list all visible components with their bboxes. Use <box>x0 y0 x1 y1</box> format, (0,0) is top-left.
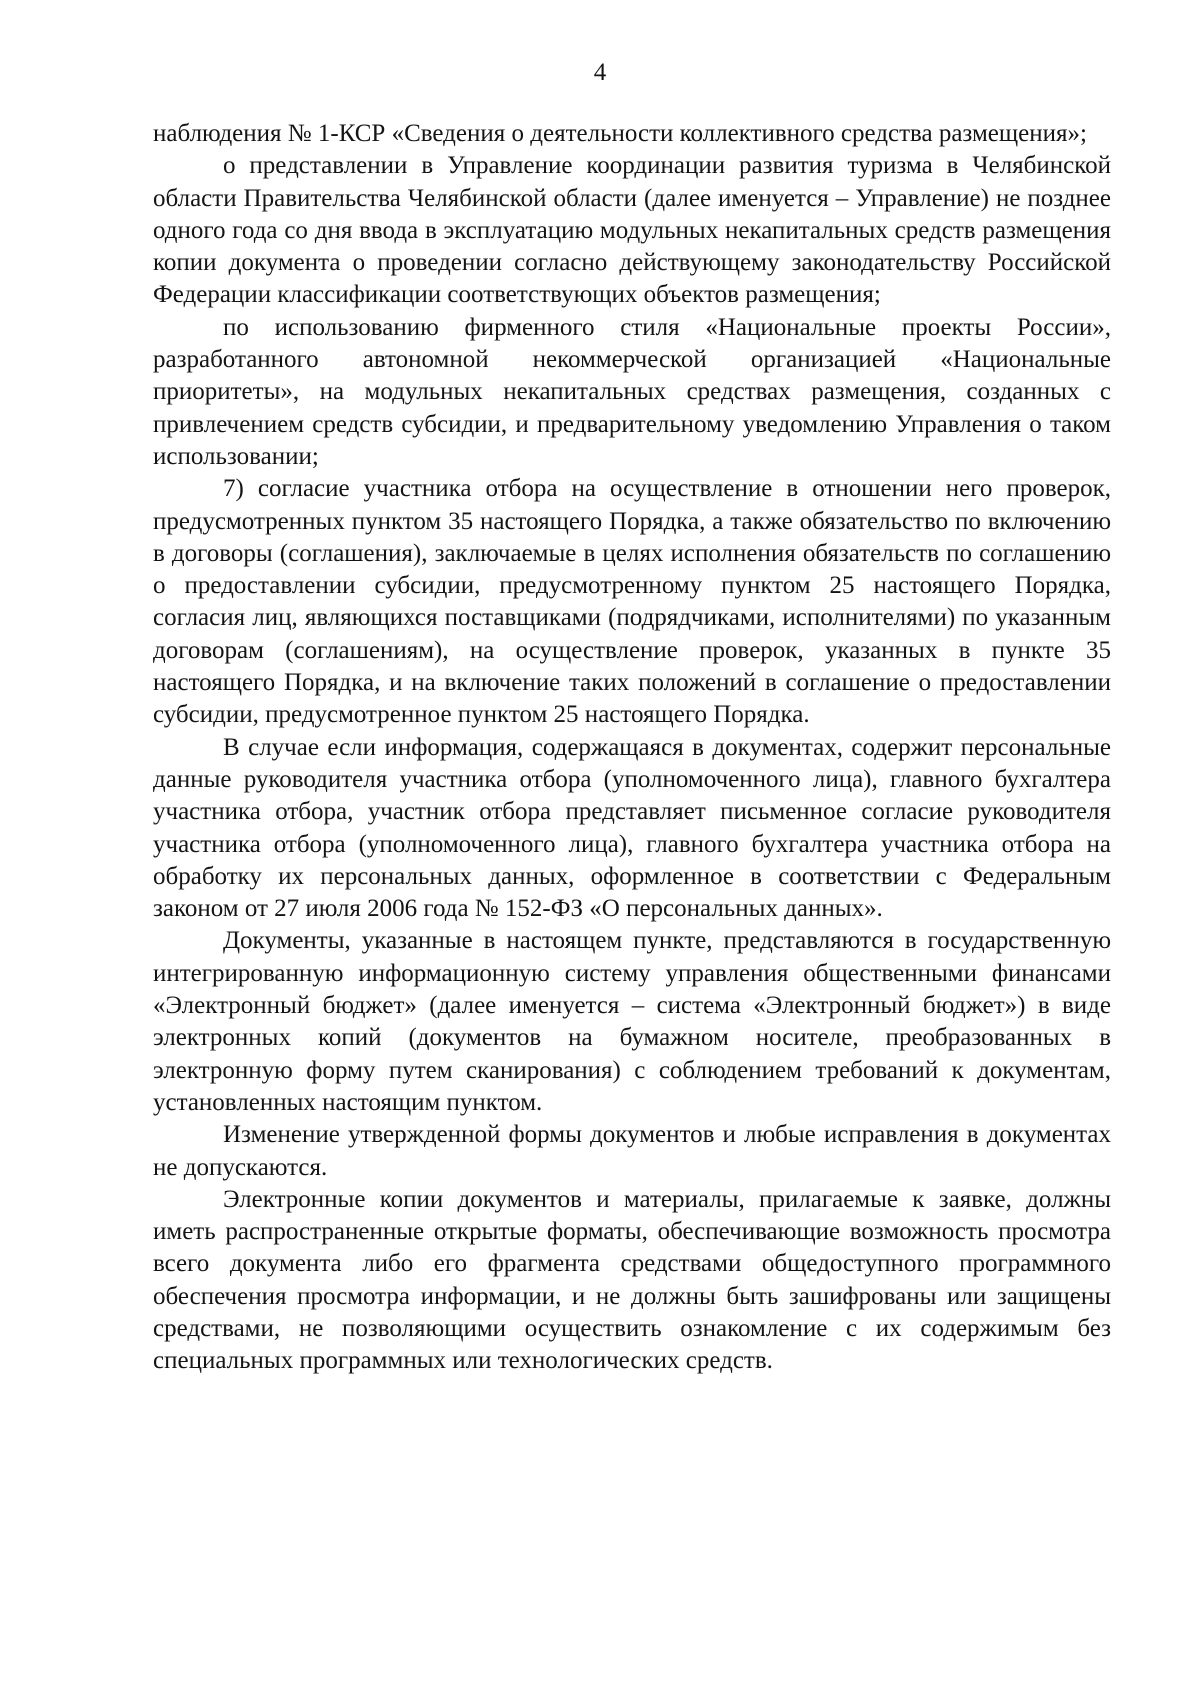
paragraph-item-7-consent: 7) согласие участника отбора на осуществление в отношении него проверок, предусмотренных пунктом 35 настоящего Порядка, а также обязательство по включению в договоры (соглашения), заключаемые в целях исполнения обязательств по соглашению о предоставлении субсидии, предусмотренному пунктом 25 настоящего Порядка, согласия лиц, являющихся поставщиками (подрядчиками, исполнителями) по указанным договорам (соглашениям), на осуществление проверок, указанных в пункте 35 настоящего Порядка, и на включение таких положений в соглашение о предоставлении субсидии, предусмотренное пунктом 25 настоящего Порядка. <box>153 475 1111 729</box>
paragraph-electronic-budget: Документы, указанные в настоящем пункте, представляются в государственную интегрированную информационную систему управления общественными финансами «Электронный бюджет» (далее именуется – система «Электронный бюджет») в виде электронных копий (документов на бумажном носителе, преобразованных в электронную форму путем сканирования) с соблюдением требований к документам, установленных настоящим пунктом. <box>153 927 1111 1116</box>
paragraph-no-corrections: Изменение утвержденной формы документов и любые исправления в документах не допускаются. <box>153 1121 1111 1181</box>
paragraph-file-formats: Электронные копии документов и материалы, прилагаемые к заявке, должны иметь распространенные открытые форматы, обеспечивающие возможность просмотра всего документа либо его фрагмента средствами общедоступного программного обеспечения просмотра информации, и не должны быть зашифрованы или защищены средствами, не позволяющими осуществить ознакомление с их содержимым без специальных программных или технологических средств. <box>153 1185 1111 1375</box>
page-number: 4 <box>593 59 607 86</box>
paragraph-classification-obligation: о представлении в Управление координации развития туризма в Челябинской области Правительства Челябинской области (далее именуется – Управление) не позднее одного года со дня ввода в эксплуатацию модульных некапитальных средств размещения копии документа о проведении согласно действующему законодательству Российской Федерации классификации соответствующих объектов размещения; <box>153 152 1111 309</box>
paragraph-personal-data: В случае если информация, содержащаяся в документах, содержит персональные данные руководителя участника отбора (уполномоченного лица), главного бухгалтера участника отбора, участник отбора представляет письменное согласие руководителя участника отбора (уполномоченного лица), главного бухгалтера участника отбора на обработку их персональных данных, оформленное в соответствии с Федеральным законом от 27 июля 2006 года № 152-ФЗ «О персональных данных». <box>153 733 1111 923</box>
paragraph-brand-style-obligation: по использованию фирменного стиля «Национальные проекты России», разработанного автономной некоммерческой организацией «Национальные приоритеты», на модульных некапитальных средствах размещения, созданных с привлечением средств субсидии, и предварительному уведомлению Управления о таком использовании; <box>153 313 1111 470</box>
document-body <box>153 118 1111 1378</box>
paragraph-continuation: наблюдения № 1-КСР «Сведения о деятельности коллективного средства размещения»; <box>153 120 1087 147</box>
